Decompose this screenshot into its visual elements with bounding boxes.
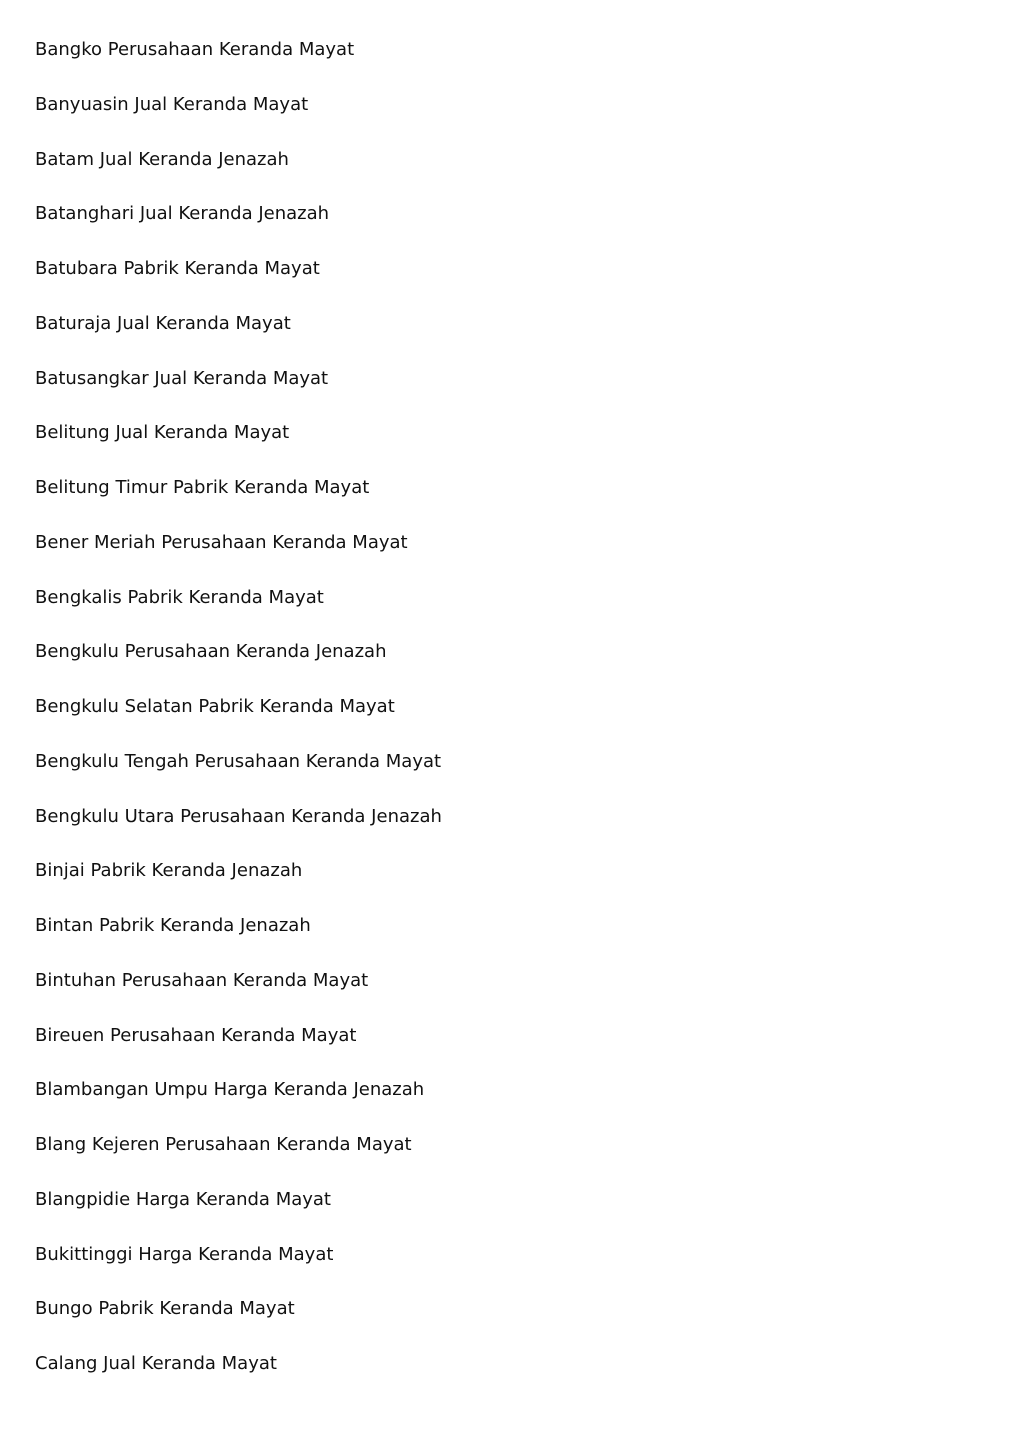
list-item [35, 967, 442, 1022]
list-item [35, 36, 442, 91]
list-item-link[interactable]: Bireuen Perusahaan Keranda Mayat [35, 1024, 357, 1046]
list-item-link[interactable]: Blambangan Umpu Harga Keranda Jenazah [35, 1079, 425, 1101]
list-item-link[interactable]: Bukittinggi Harga Keranda Mayat [35, 1243, 334, 1265]
list-item [35, 529, 442, 584]
list-item [35, 255, 442, 310]
list-item [35, 1022, 442, 1077]
list-item-link[interactable]: Blangpidie Harga Keranda Mayat [35, 1188, 331, 1210]
list-item-link[interactable]: Batusangkar Jual Keranda Mayat [35, 367, 329, 389]
list-item-link[interactable]: Bengkulu Perusahaan Keranda Jenazah [35, 641, 387, 663]
list-item [35, 91, 442, 146]
list-item-link[interactable]: Binjai Pabrik Keranda Jenazah [35, 860, 303, 882]
list-item-link[interactable]: Bangko Perusahaan Keranda Mayat [35, 39, 355, 60]
list-item-link[interactable]: Batubara Pabrik Keranda Mayat [35, 258, 320, 279]
list-item-link[interactable]: Bengkulu Selatan Pabrik Keranda Mayat [35, 696, 395, 717]
list-item-link[interactable]: Bengkulu Tengah Perusahaan Keranda Mayat [35, 750, 442, 772]
list-item-link[interactable]: Belitung Jual Keranda Mayat [35, 422, 290, 444]
list-item-link[interactable]: Bintuhan Perusahaan Keranda Mayat [35, 969, 369, 991]
list-item [35, 474, 442, 529]
list-item [35, 748, 442, 803]
list-item [35, 310, 442, 365]
list-item-link[interactable]: Calang Jual Keranda Mayat [35, 1353, 277, 1374]
list-item [35, 1350, 442, 1405]
list-item-link[interactable]: Bengkulu Utara Perusahaan Keranda Jenazah [35, 805, 442, 827]
list-item [35, 1076, 442, 1131]
link-list [35, 36, 442, 1405]
list-item [35, 857, 442, 912]
list-item-link[interactable]: Batanghari Jual Keranda Jenazah [35, 203, 330, 225]
list-item [35, 1295, 442, 1350]
list-item [35, 912, 442, 967]
list-item-link[interactable]: Belitung Timur Pabrik Keranda Mayat [35, 477, 370, 498]
list-item [35, 638, 442, 693]
list-item [35, 419, 442, 474]
list-item [35, 1241, 442, 1296]
list-item [35, 200, 442, 255]
list-item-link[interactable]: Banyuasin Jual Keranda Mayat [35, 93, 309, 115]
list-item-link[interactable]: Bungo Pabrik Keranda Mayat [35, 1298, 295, 1320]
list-item-link[interactable]: Blang Kejeren Perusahaan Keranda Mayat [35, 1134, 412, 1155]
list-item [35, 693, 442, 748]
list-item [35, 1131, 442, 1186]
list-item-link[interactable]: Baturaja Jual Keranda Mayat [35, 312, 291, 334]
list-item [35, 803, 442, 858]
list-item [35, 1186, 442, 1241]
list-item [35, 146, 442, 201]
list-item-link[interactable]: Bengkalis Pabrik Keranda Mayat [35, 586, 324, 608]
list-item-link[interactable]: Bintan Pabrik Keranda Jenazah [35, 915, 311, 936]
list-item-link[interactable]: Batam Jual Keranda Jenazah [35, 148, 289, 170]
list-item-link[interactable]: Bener Meriah Perusahaan Keranda Mayat [35, 531, 408, 553]
list-item [35, 365, 442, 420]
list-item [35, 584, 442, 639]
